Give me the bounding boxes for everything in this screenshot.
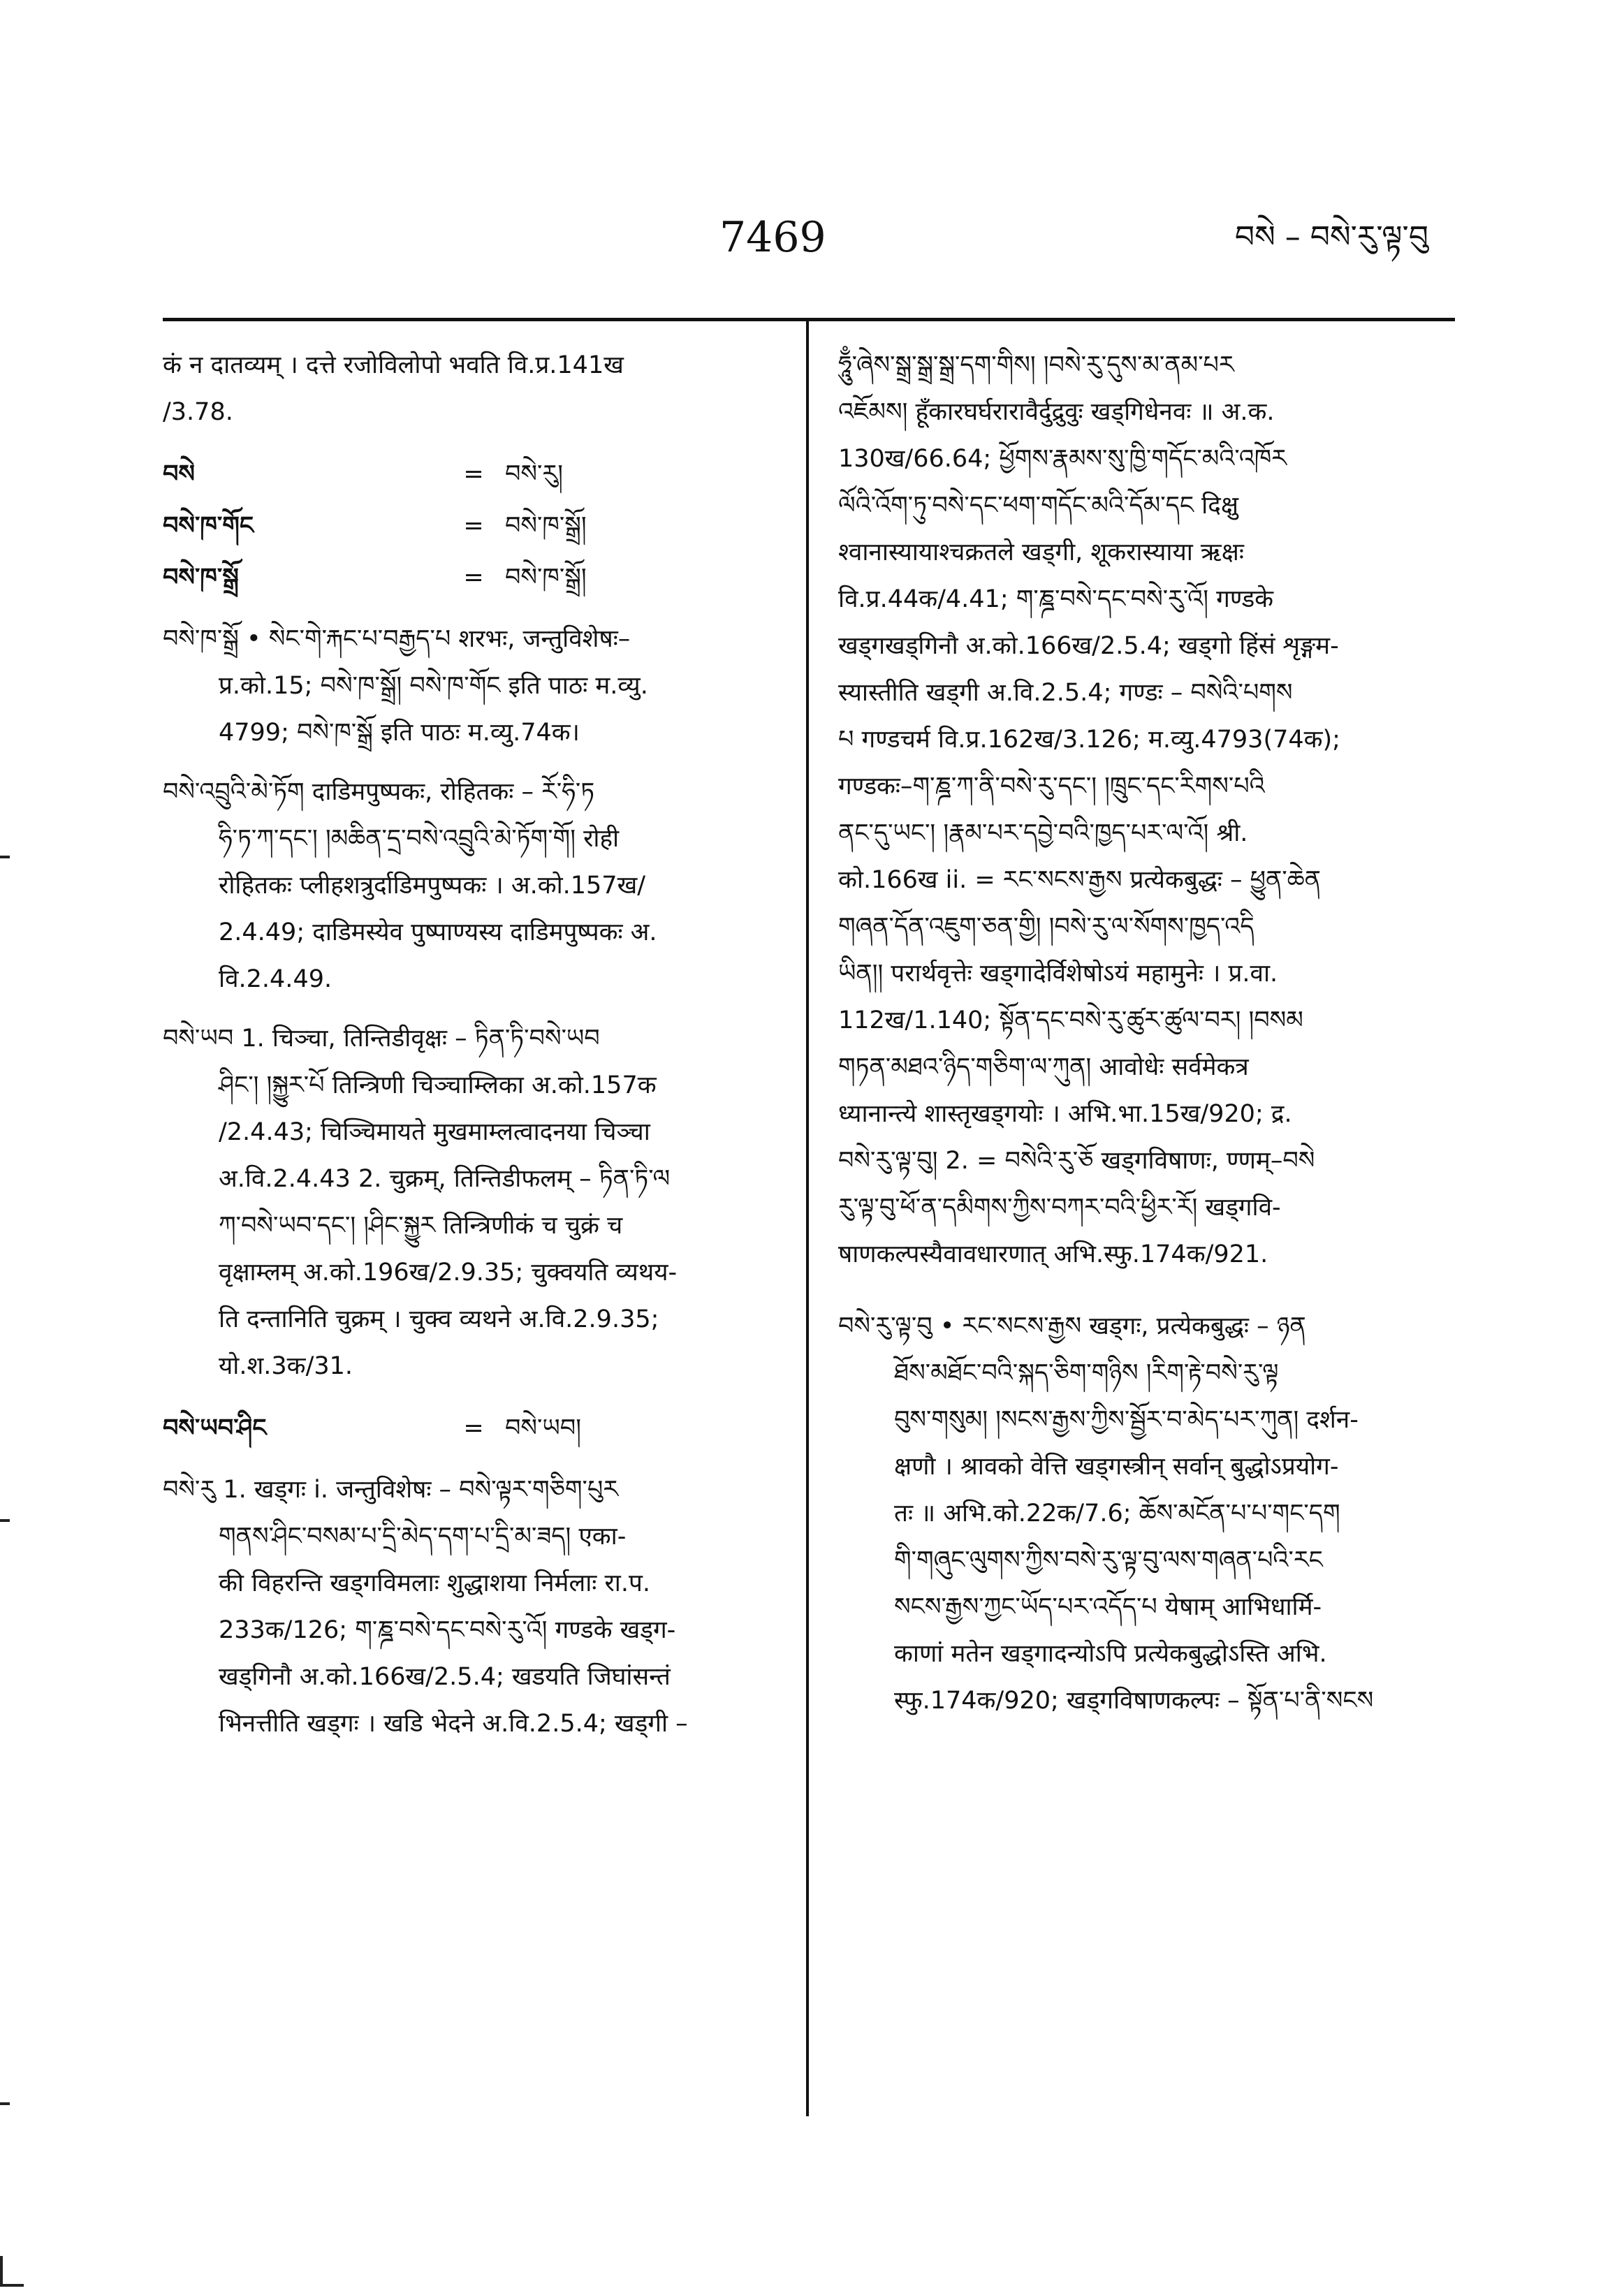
text-line: को.166ख ii. = རང་སངས་རྒྱས प्रत्येकबुद्धः – ཕྱུན་ཆེན [838, 866, 1321, 894]
text-line: ནང་དུ་ཡང་། །རྣམ་པར་དབྱེ་བའི་ཁྱད་པར་ལ་འོ། श्री. [838, 819, 1248, 847]
cross-reference-row [163, 500, 777, 552]
text-line: ཧི་ཏ་ཀ་དང་། །མཆིན་དྲ་བསེ་འབྲུའི་མེ་ཏོག་གོ། रोही [219, 825, 620, 853]
reference-target: བསེ་རུ། [505, 460, 563, 488]
text-line: བུས་གསུམ། །སངས་རྒྱས་ཀྱིས་སྦྱོར་བ་མེད་པར་ཀུན། दर्शन- [894, 1406, 1359, 1434]
page-number: 7469 [719, 213, 826, 262]
text-line: རུ་ལྟ་བུ་ཕོ་ན་དམིགས་ཀྱིས་བཀར་བའི་ཕྱིར་རོ། खड्गवि- [838, 1194, 1281, 1222]
reference-target: བསེ་ཁ་སྒྲོ། [505, 564, 587, 592]
continuation-text [163, 342, 777, 436]
text-line: गण्डकः–ག་ཎྜ་ཀ་ནི་བསེ་རུ་དང་། །ཁྲུང་དང་རིགས་པའི [838, 772, 1265, 800]
text-line: ཧཱུྃ་ཞེས་སྒྲ་སྒྲ་སྒྲ་དག་གིས། །བསེ་རུ་དུས་མ་ནམ་པར [838, 351, 1234, 379]
cross-reference-list [163, 448, 777, 603]
margin-mark [0, 2102, 10, 2105]
margin-mark [0, 856, 10, 858]
text-line: ཡིན།། परार्थवृत्तेः खड्गादेर्विशेषोऽयं महामुनेः । प्र.वा. [838, 960, 1278, 988]
equals-sign: = [463, 512, 484, 540]
margin-mark [0, 1519, 10, 1522]
text-line: रोहितकः प्लीहशत्रुर्दाडिमपुष्पकः । अ.को.157ख/ [219, 872, 645, 900]
text-line: བསེ་རུ་ལྟ་བུ། 2. = བསེའི་རུ་ཅོ खड्गविषाणः, ण्णम्–བསེ [838, 1147, 1315, 1175]
cross-reference-row [163, 1402, 777, 1454]
dictionary-entry [163, 1467, 777, 1748]
corner-crop-mark [0, 2256, 24, 2287]
entry-headline: བསེ་རུ 1. खड्गः i. जन्तुविशेषः – བསེ་ལྟར་གཅིག་པུར [163, 1476, 619, 1504]
text-line: वृक्षाम्लम् अ.को.196ख/2.9.35; चुक्वयति व्यथय- [219, 1259, 678, 1287]
reference-target: བསེ་ཁ་སྒྲོ། [505, 512, 587, 540]
equals-sign: = [463, 460, 484, 488]
dictionary-entry [163, 616, 777, 756]
cross-reference-row [163, 552, 777, 603]
text-line: པ गण्डचर्म वि.प्र.162ख/3.126; म.व्यु.4793(74क); [838, 726, 1340, 754]
entry-headline: བསེ་རུ་ལྟ་བུ • རང་སངས་རྒྱས खड्गः, प्रत्येकबुद्धः – ཉན [838, 1312, 1306, 1340]
page-header [0, 210, 1624, 265]
text-line: की विहरन्ति खड्गविमलाः शुद्धाशया निर्मलाः रा.प. [219, 1569, 650, 1597]
entry-continuation [838, 342, 1453, 1278]
equals-sign: = [463, 564, 484, 592]
text-line: काणां मतेन खड्गादन्योऽपि प्रत्येकबुद्धोऽस्ति अभि. [894, 1640, 1327, 1668]
text-line: भिनत्तीति खड्गः । खडि भेदने अ.वि.2.5.4; खड्गी – [219, 1710, 688, 1738]
entry-headline: བསེ་ཡབ 1. चिञ्चा, तिन्तिडीवृक्षः – ཏིན་ཏི་བསེ་ཡབ [163, 1025, 600, 1053]
text-line: 4799; བསེ་ཁ་སྒྲོ इति पाठः म.व्यु.74क। [219, 719, 580, 747]
text-line: གནས་ཤིང་བསམ་པ་དྲི་མེད་དག་པ་དྲི་མ་ཟད། एका- [219, 1523, 627, 1551]
text-line: वि.2.4.49. [219, 965, 332, 993]
text-line: अ.वि.2.4.43 2. चुक्रम्, तिन्तिडीफलम् – ཏིན་ཏི་ལ [219, 1165, 671, 1193]
right-column [838, 342, 1453, 2116]
dictionary-entry [163, 769, 777, 1003]
text-line: क्षणौ । श्रावको वेत्ति खड्गस्त्रीन् सर्वान् बुद्धोऽप्रयोग- [894, 1453, 1339, 1481]
text-line: གི་གཞུང་ལུགས་ཀྱིས་བསེ་རུ་ལྟ་བུ་ལས་གཞན་པའི་རང [894, 1546, 1323, 1574]
text-line: འཇོམས། हूँकारघर्घरारावैर्दुद्रुवुः खड्गिधेनवः ॥ अ.क. [838, 398, 1275, 426]
text-line: वि.प्र.44क/4.41; ག་ཎྜ་བསེ་དང་བསེ་རུ་འོ། गण्डके [838, 585, 1274, 613]
text-line: कं न दातव्यम् । दत्ते रजोविलोपो भवति वि.प्र.141ख [163, 351, 624, 379]
header-rule [163, 318, 1455, 321]
entry-headline: བསེ་འབྲུའི་མེ་ཏོག दाडिमपुष्पकः, रोहितकः – རོ་ཧི་ཏ [163, 778, 595, 806]
text-line: 130ख/66.64; ཕྱོགས་རྣམས་སུ་ཁྱི་གདོང་མའི་འཁོར [838, 445, 1287, 473]
reference-target: བསེ་ཡབ། [505, 1414, 581, 1442]
text-line: खड्गिनौ अ.को.166ख/2.5.4; खडयति जिघांसन्तं [219, 1663, 671, 1691]
cross-reference-list [163, 1402, 777, 1454]
text-line: 2.4.49; दाडिमस्येव पुष्पाण्यस्य दाडिमपुष्पकः अ. [219, 918, 657, 946]
cross-reference-row [163, 448, 777, 500]
dictionary-entry [838, 1303, 1453, 1724]
text-line: གཞན་དོན་འཇུག་ཅན་གྱི། །བསེ་རུ་ལ་སོགས་ཁྱད་འདི [838, 913, 1254, 941]
headword: བསེ་ཡབ་ཤིང [163, 1414, 267, 1442]
text-line: खड्गखड्गिनौ अ.को.166ख/2.5.4; खड्गो हिंसं शृङ्गम- [838, 632, 1339, 660]
text-line: 112ख/1.140; སྟོན་དང་བསེ་རུ་ཚུར་ཚུལ་བར། །བསམ [838, 1006, 1303, 1034]
text-line: ཐོས་མཐོང་བའི་སྐད་ཅིག་གཉིས །རིག་རྟེ་བསེ་རུ་ལྟ [894, 1359, 1279, 1387]
text-line: 233क/126; ག་ཎྜ་བསེ་དང་བསེ་རུ་འོ། गण्डके खड्ग- [219, 1616, 676, 1644]
left-column [163, 342, 777, 2116]
text-line: प्र.को.15; བསེ་ཁ་སྒྲོ། བསེ་ཁ་གོང इति पाठः म.व्यु. [219, 672, 648, 700]
text-line: ཤིང་། །སྐྱུར་པོ तिन्त्रिणी चिञ्चाम्लिका अ.को.157क [219, 1071, 657, 1099]
text-line: སངས་རྒྱས་ཀྱང་ཡོད་པར་འདོད་པ येषाम् आभिधार्मि- [894, 1593, 1322, 1621]
entry-headline: བསེ་ཁ་སྒྲོ • སེང་གེ་རྐང་པ་བརྒྱད་པ शरभः, जन्तुविशेषः– [163, 625, 631, 653]
text-line: ध्यानान्त्ये शास्तृखड्गयोः । अभि.भा.15ख/920; द्र. [838, 1100, 1292, 1128]
equals-sign: = [463, 1414, 484, 1442]
headword: བསེ [163, 460, 196, 488]
text-line: ति दन्तानिति चुक्रम् । चुक्व व्यथने अ.वि.2.9.35; [219, 1305, 659, 1333]
text-line: /2.4.43; चिञ्चिमायते मुखमाम्लत्वादनया चिञ्चा [219, 1118, 650, 1146]
text-line: ལོའི་འོག་ཏུ་བསེ་དང་ཕག་གདོང་མའི་དོམ་དང दिक्षु [838, 492, 1238, 520]
running-head: བསེ – བསེ་རུ་ལྟ་བུ [1234, 219, 1428, 255]
text-line: श्वानास्यायाश्चक्रतले खड्गी, शूकरास्याया ऋक्षः [838, 539, 1244, 566]
text-line: स्यास्तीति खड्गी अ.वि.2.5.4; गण्डः – བསེའི་པགས [838, 679, 1293, 707]
text-line: यो.श.3क/31. [219, 1352, 353, 1380]
text-line: གཏན་མཐའ་ཉིད་གཅིག་ལ་ཀུན། आवोधेः सर्वमेकत्र [838, 1053, 1249, 1081]
text-line: स्फु.174क/920; खड्गविषाणकल्पः – སྟོན་པ་ནི་སངས [894, 1687, 1374, 1715]
text-line: तः ॥ अभि.को.22क/7.6; ཆོས་མངོན་པ་པ་གང་དག [894, 1500, 1340, 1528]
headword: བསེ་ཁ་གོང [163, 512, 254, 540]
text-line: /3.78. [163, 398, 233, 426]
headword: བསེ་ཁ་སྒྲོ [163, 564, 239, 592]
dictionary-entry [163, 1016, 777, 1390]
text-line: षाणकल्पस्यैवावधारणात् अभि.स्फु.174क/921. [838, 1240, 1268, 1268]
column-divider [806, 321, 809, 2116]
text-line: ཀ་བསེ་ཡབ་དང་། །ཤིང་སྐྱུར तिन्त्रिणीकं च चुक्रं च [219, 1212, 623, 1240]
